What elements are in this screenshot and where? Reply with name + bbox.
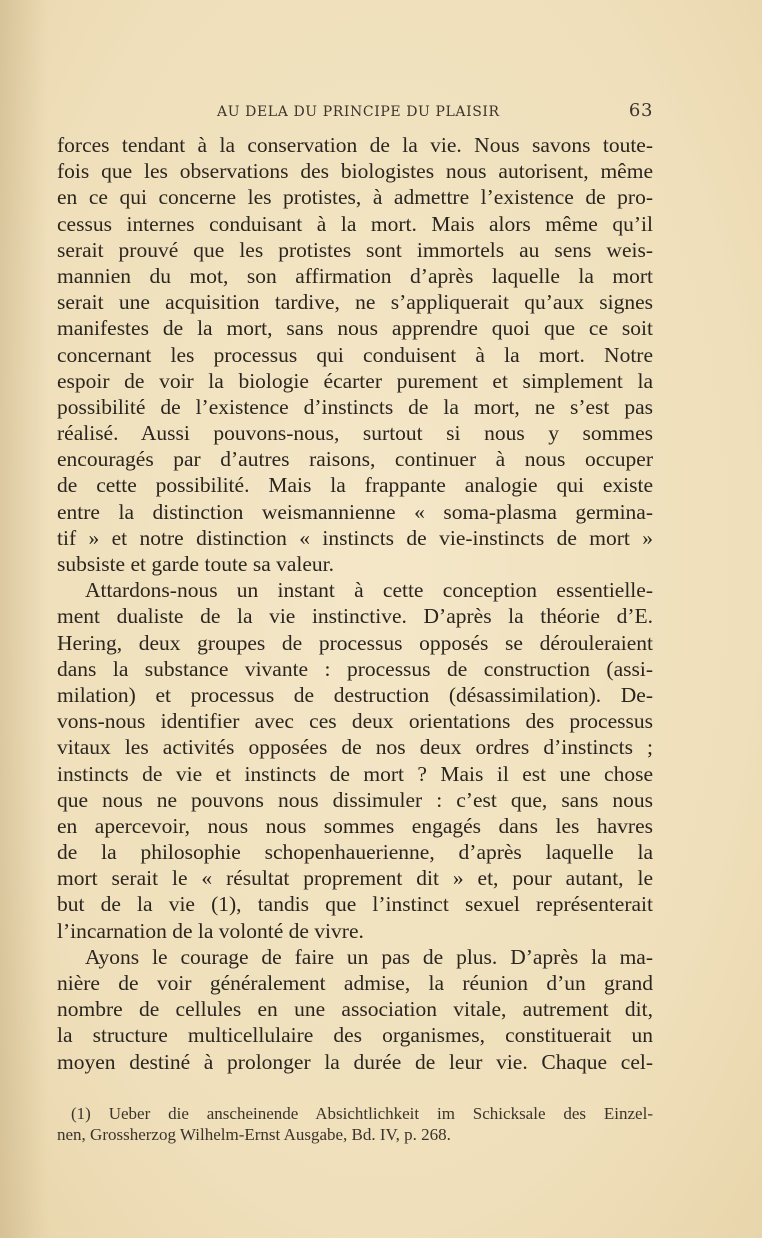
text-line: de la philosophie schopenhauerienne, d’après laquelle la bbox=[57, 840, 653, 865]
text-line: nière de voir généralement admise, la réunion d’un grand bbox=[57, 971, 653, 995]
body-text bbox=[57, 132, 653, 1075]
text-line: que nous ne pouvons nous dissimuler : c’est que, sans nous bbox=[57, 787, 653, 812]
text-line: réalisé. Aussi pouvons-nous, surtout si nous y sommes bbox=[57, 421, 653, 446]
text-line: serait prouvé que les protistes sont immortels au sens weis- bbox=[57, 237, 653, 262]
text-line: nombre de cellules en une association vitale, autrement dit, bbox=[57, 997, 653, 1022]
text-line: Ayons le courage de faire un pas de plus. D’après la ma- bbox=[85, 944, 653, 969]
text-line: Hering, deux groupes de processus opposés se dérouleraient bbox=[57, 630, 653, 655]
text-line: forces tendant à la conservation de la vie. Nous savons toute- bbox=[57, 133, 653, 157]
running-head bbox=[57, 100, 653, 126]
page-number: 63 bbox=[628, 100, 653, 121]
text-line: mannien du mot, son affirmation d’après laquelle la mort bbox=[57, 263, 653, 288]
text-line: en ce qui concerne les protistes, à admettre l’existence de pro- bbox=[57, 185, 653, 210]
text-line: possibilité de l’existence d’instincts de la mort, ne s’est pas bbox=[57, 394, 653, 419]
footnote-line: nen, Grossherzog Wilhelm-Ernst Ausgabe, Bd. IV, p. 268. bbox=[57, 1125, 451, 1144]
text-line: fois que les observations des biologistes nous autorisent, même bbox=[57, 159, 653, 184]
text-line: cessus internes conduisant à la mort. Mais alors même qu’il bbox=[57, 211, 653, 236]
text-line: la structure multicellulaire des organismes, constituerait un bbox=[57, 1023, 653, 1048]
text-line: tif » et notre distinction « instincts de vie-instincts de mort » bbox=[57, 525, 653, 550]
running-title: AU DELA DU PRINCIPE DU PLAISIR bbox=[217, 104, 500, 120]
text-line: espoir de voir la biologie écarter purement et simplement la bbox=[57, 368, 653, 393]
text-line: manifestes de la mort, sans nous apprendre quoi que ce soit bbox=[57, 316, 653, 341]
text-line: de cette possibilité. Mais la frappante analogie qui existe bbox=[57, 473, 653, 498]
text-line: vons-nous identifier avec ces deux orientations des processus bbox=[57, 709, 653, 734]
text-line: entre la distinction weismannienne « soma-plasma germina- bbox=[57, 499, 653, 524]
spine-shadow bbox=[0, 0, 48, 1238]
text-line: ment dualiste de la vie instinctive. D’après la théorie d’E. bbox=[57, 604, 653, 629]
text-line: subsiste et garde toute sa valeur. bbox=[57, 552, 335, 576]
footnotes bbox=[57, 1103, 653, 1145]
text-line: milation) et processus de destruction (désassimilation). De- bbox=[57, 682, 653, 707]
text-line: moyen destiné à prolonger la durée de leur vie. Chaque cel- bbox=[57, 1049, 653, 1074]
text-line: l’incarnation de la volonté de vivre. bbox=[57, 918, 364, 943]
footnote-line: (1) Ueber die anscheinende Absichtlichkeit im Schicksale des Einzel- bbox=[71, 1104, 653, 1123]
text-line: serait une acquisition tardive, ne s’appliquerait qu’aux signes bbox=[57, 290, 653, 315]
text-line: concernant les processus qui conduisent à la mort. Notre bbox=[57, 342, 653, 367]
text-line: Attardons-nous un instant à cette conception essentielle- bbox=[85, 578, 653, 603]
text-line: instincts de vie et instincts de mort ? Mais il est une chose bbox=[57, 761, 653, 786]
text-line: but de la vie (1), tandis que l’instinct sexuel représenterait bbox=[57, 892, 653, 917]
text-line: mort serait le « résultat proprement dit » et, pour autant, le bbox=[57, 866, 653, 891]
text-line: dans la substance vivante : processus de construction (assi- bbox=[57, 656, 653, 681]
text-line: en apercevoir, nous nous sommes engagés dans les havres bbox=[57, 813, 653, 838]
text-line: encouragés par d’autres raisons, continuer à nous occuper bbox=[57, 447, 653, 472]
text-line: vitaux les activités opposées de nos deux ordres d’instincts ; bbox=[57, 735, 653, 760]
